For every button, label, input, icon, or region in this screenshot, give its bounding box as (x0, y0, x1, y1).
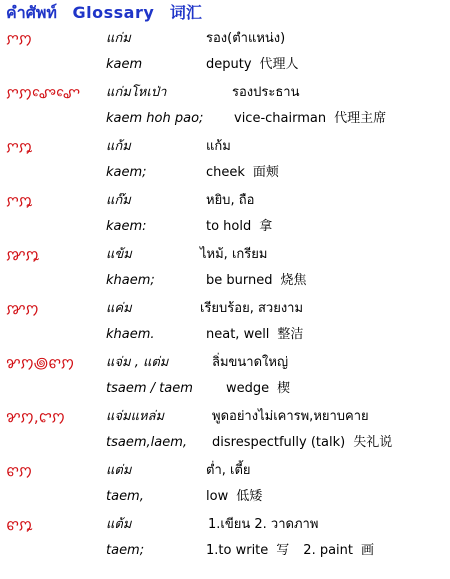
chinese-gloss: 拿 (259, 219, 273, 234)
gloss-line (206, 322, 303, 348)
chinese-gloss: 楔 (277, 381, 291, 396)
gloss-line (234, 106, 386, 132)
chinese-gloss: 面颊 (252, 165, 279, 180)
english-gloss: be burned (206, 273, 273, 288)
thai-reading: แก๊ม (106, 193, 131, 208)
glossary-entry (0, 404, 450, 458)
thai-reading: แจ่ม , แต่ม (106, 355, 169, 370)
thai-reading: แค่ม (106, 301, 132, 316)
thai-gloss: ต่ำ, เตี้ย (206, 463, 251, 478)
english-gloss: cheek (206, 165, 245, 180)
glossary-entry (0, 134, 450, 188)
glossary-entry (0, 458, 450, 512)
tai-script-word: ꨆꩀ (6, 30, 32, 48)
tai-script-word: ꨌꩀ,ꨤꩀ (6, 408, 65, 426)
chinese-gloss: 写 (276, 543, 290, 558)
thai-gloss: ไหม้, เกรียม (200, 247, 268, 262)
transliteration: kaem hoh pao; (106, 111, 204, 126)
english-gloss: neat, well (206, 327, 270, 342)
thai-gloss: หยิบ, ถือ (206, 193, 255, 208)
thai-gloss: รองประธาน (232, 85, 300, 100)
chinese-gloss: 整洁 (277, 327, 304, 342)
english-gloss: disrespectfully (talk) (212, 435, 346, 450)
chinese-gloss: 代理主席 (334, 111, 387, 126)
chinese-gloss-2: 画 (361, 543, 375, 558)
glossary-entry (0, 512, 450, 566)
english-gloss: vice-chairman (234, 111, 327, 126)
gloss-line (206, 484, 262, 510)
transliteration: tsaem / taem (106, 381, 193, 396)
thai-reading: แจ่มแหล่ม (106, 409, 165, 424)
tai-script-word: ꨆꩀꨨꨯꨚꨯ (6, 84, 81, 102)
thai-gloss: 1.เขียน 2. วาดภาพ (208, 517, 319, 532)
page-title (6, 0, 212, 26)
thai-gloss: เรียบร้อย, สวยงาม (200, 301, 304, 316)
chinese-gloss: 烧焦 (280, 273, 307, 288)
english-gloss: wedge (226, 381, 270, 396)
gloss-line (206, 214, 272, 240)
tai-script-word: ꨆꩀꨭ (6, 192, 32, 210)
thai-reading: แต้ม (106, 517, 132, 532)
glossary-entry (0, 188, 450, 242)
english-gloss: low (206, 489, 229, 504)
thai-gloss: ลิ่มขนาดใหญ่ (212, 355, 289, 370)
english-gloss: 1.to write (206, 543, 269, 558)
thai-reading: แก่มโหเป่า (106, 85, 167, 100)
english-gloss: deputy (206, 57, 252, 72)
title-english: Glossary (72, 3, 155, 22)
gloss-line (206, 268, 307, 294)
transliteration: kaem (106, 57, 143, 72)
transliteration: kaem: (106, 219, 147, 234)
english-gloss-2: 2. paint (303, 543, 353, 558)
tai-script-word: ꨌꩀ꩜ꨓꩀ (6, 354, 75, 372)
glossary-entry (0, 296, 450, 350)
thai-reading: แก่ม (106, 31, 131, 46)
chinese-gloss: 代理人 (259, 57, 299, 72)
tai-script-word: ꨓꩀꨭ (6, 516, 33, 534)
chinese-gloss: 低矮 (236, 489, 263, 504)
transliteration: taem; (106, 543, 145, 558)
transliteration: khaem. (106, 327, 155, 342)
glossary-entry (0, 80, 450, 134)
transliteration: tsaem,laem, (106, 435, 188, 450)
thai-reading: แข้ม (106, 247, 132, 262)
tai-script-word: ꨓꩀ (6, 462, 33, 480)
tai-script-word: ꨇꩀ (6, 300, 39, 318)
glossary-entry (0, 26, 450, 80)
thai-gloss: พูดอย่างไม่เคารพ,หยาบคาย (212, 409, 369, 424)
gloss-line (226, 376, 290, 402)
english-gloss: to hold (206, 219, 252, 234)
thai-gloss: รอง(ตำแหน่ง) (206, 31, 286, 46)
gloss-line (212, 430, 392, 456)
thai-reading: แก้ม (106, 139, 131, 154)
transliteration: kaem; (106, 165, 147, 180)
gloss-line (206, 538, 374, 564)
gloss-line (206, 52, 299, 78)
glossary-entry (0, 242, 450, 296)
title-chinese: 词汇 (169, 3, 202, 22)
title-thai: คำศัพท์ (6, 3, 57, 22)
tai-script-word: ꨆꩀꨭ (6, 138, 32, 156)
chinese-gloss: 失礼说 (353, 435, 393, 450)
thai-reading: แต่ม (106, 463, 132, 478)
gloss-line (206, 160, 279, 186)
transliteration: khaem; (106, 273, 155, 288)
tai-script-word: ꨇꩀꨭ (6, 246, 39, 264)
transliteration: taem, (106, 489, 144, 504)
glossary-entry (0, 350, 450, 404)
thai-gloss: แก้ม (206, 139, 231, 154)
